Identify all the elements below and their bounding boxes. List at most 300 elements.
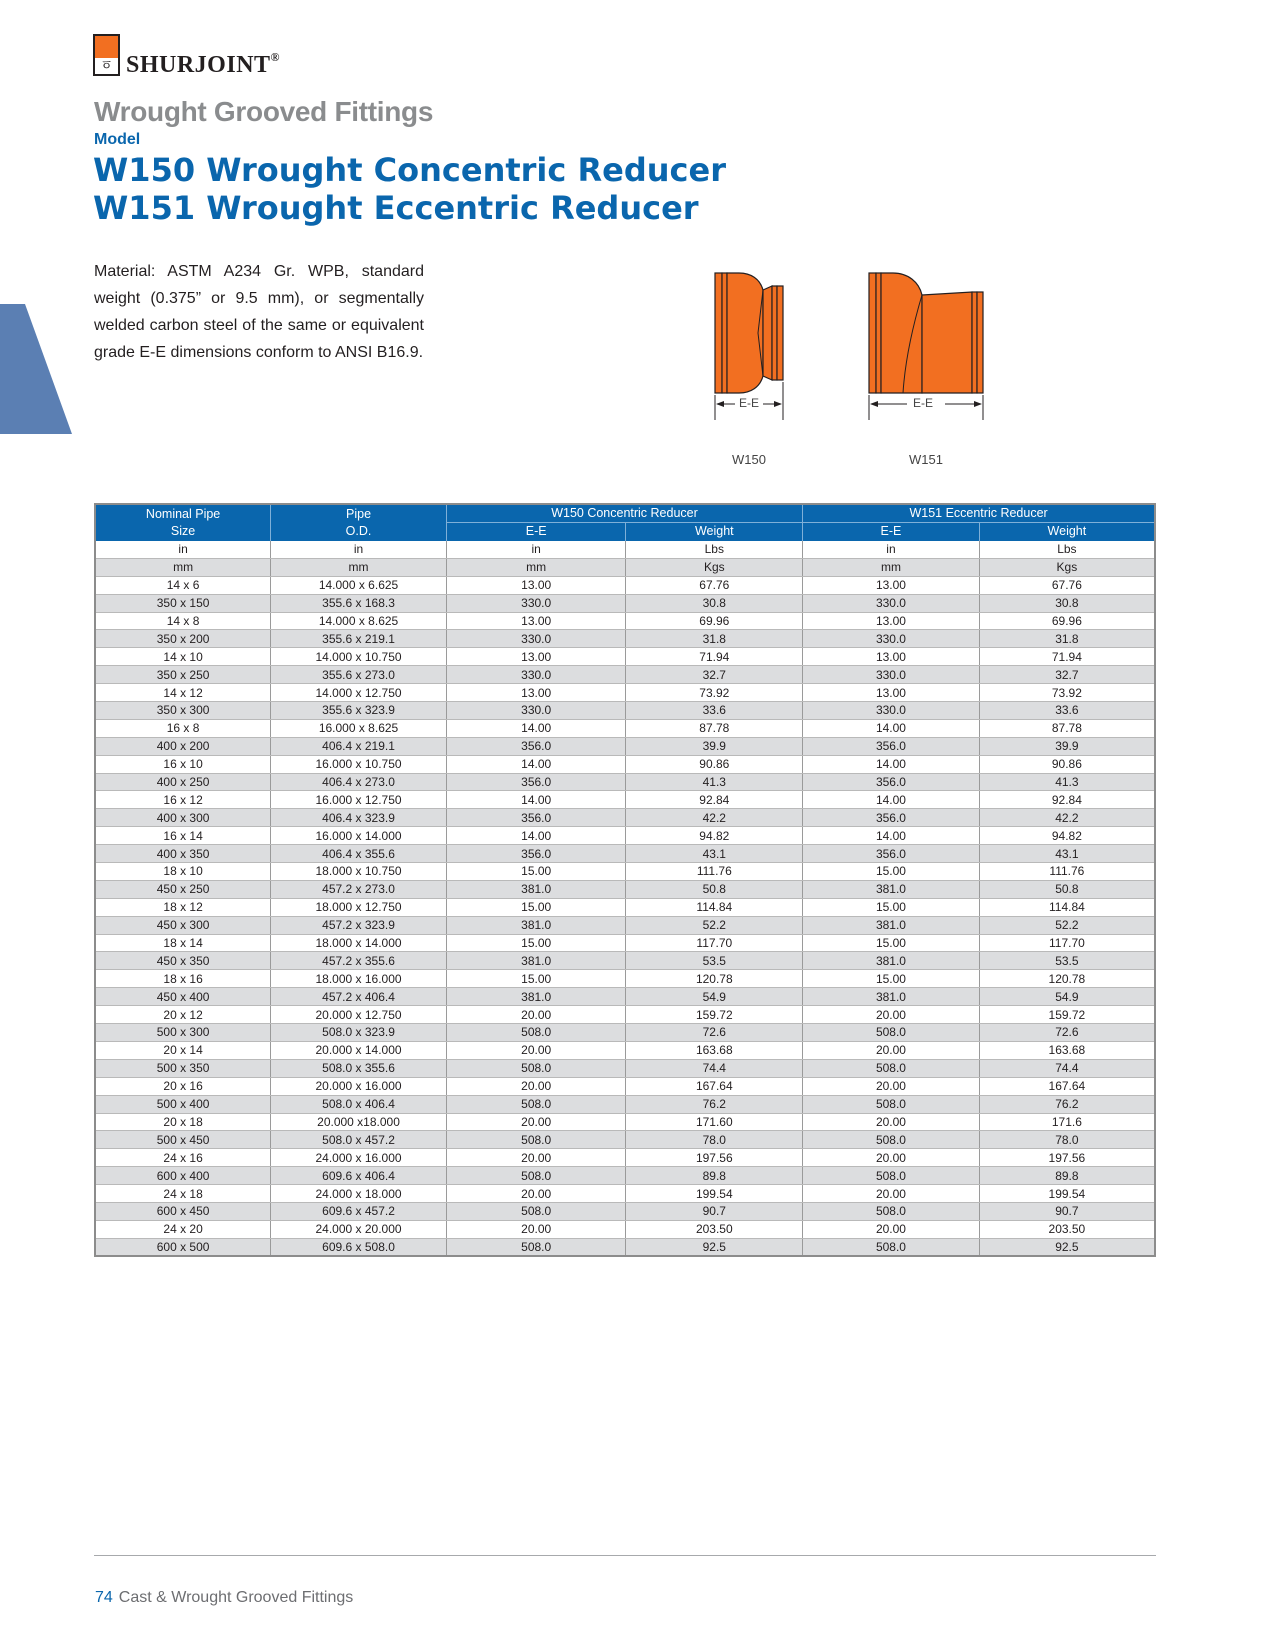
cell-w150-weight: 69.96: [626, 612, 803, 630]
cell-w150-weight: 54.9: [626, 988, 803, 1006]
cell-w150-weight: 53.5: [626, 952, 803, 970]
table-row: [95, 916, 1155, 934]
cell-pipe-od: 457.2 x 355.6: [271, 952, 447, 970]
cell-w151-ee: 13.00: [803, 576, 980, 594]
cell-w150-weight: 67.76: [626, 576, 803, 594]
cell-nominal-size: 450 x 300: [95, 916, 271, 934]
cell-w151-weight: 41.3: [979, 773, 1155, 791]
cell-pipe-od: 20.000 x 12.750: [271, 1006, 447, 1024]
cell-w150-ee: 15.00: [446, 863, 626, 881]
cell-w150-weight: 120.78: [626, 970, 803, 988]
cell-nominal-size: 500 x 400: [95, 1095, 271, 1113]
cell-w151-ee: mm: [803, 558, 980, 576]
cell-w150-ee: 20.00: [446, 1006, 626, 1024]
cell-w151-ee: 15.00: [803, 863, 980, 881]
cell-pipe-od: 508.0 x 323.9: [271, 1024, 447, 1042]
header-nominal-line1: Nominal Pipe: [145, 506, 221, 521]
cell-w151-ee: 15.00: [803, 970, 980, 988]
spec-table-body: [95, 541, 1155, 1257]
cell-w150-weight: 31.8: [626, 630, 803, 648]
cell-w150-ee: 20.00: [446, 1220, 626, 1238]
cell-pipe-od: 457.2 x 273.0: [271, 880, 447, 898]
cell-pipe-od: 18.000 x 12.750: [271, 898, 447, 916]
cell-pipe-od: 609.6 x 457.2: [271, 1202, 447, 1220]
table-row: [95, 1041, 1155, 1059]
cell-w151-weight: 89.8: [979, 1167, 1155, 1185]
logo-orange-square: [95, 36, 118, 58]
brand-name-text: SHURJOINT: [126, 52, 271, 78]
cell-pipe-od: 24.000 x 20.000: [271, 1220, 447, 1238]
cell-nominal-size: 20 x 16: [95, 1077, 271, 1095]
cell-w150-weight: 199.54: [626, 1185, 803, 1203]
cell-w150-ee: 15.00: [446, 898, 626, 916]
cell-w151-weight: 171.6: [979, 1113, 1155, 1131]
table-row: [95, 970, 1155, 988]
cell-w150-weight: 92.5: [626, 1238, 803, 1256]
table-row: [95, 630, 1155, 648]
material-description: Material: ASTM A234 Gr. WPB, standard weight (0.375” or 9.5 mm), or segmentally welded carbon steel of the same or equivalent grade E-E dimensions conform to ANSI B16.9.: [94, 263, 424, 361]
cell-nominal-size: 350 x 150: [95, 594, 271, 612]
footer-text: Cast & Wrought Grooved Fittings: [118, 1589, 354, 1606]
cell-w151-ee: 356.0: [803, 845, 980, 863]
cell-nominal-size: 24 x 16: [95, 1149, 271, 1167]
spec-table: [94, 503, 1156, 1257]
cell-w151-weight: 69.96: [979, 612, 1155, 630]
cell-nominal-size: 18 x 16: [95, 970, 271, 988]
cell-w151-ee: 330.0: [803, 630, 980, 648]
cell-w150-ee: 14.00: [446, 719, 626, 737]
header-nominal-size: [95, 504, 271, 541]
cell-w150-weight: 114.84: [626, 898, 803, 916]
cell-w151-ee: 508.0: [803, 1131, 980, 1149]
cell-w151-ee: 381.0: [803, 916, 980, 934]
cell-nominal-size: 500 x 450: [95, 1131, 271, 1149]
cell-w151-ee: 508.0: [803, 1202, 980, 1220]
header-w151-ee: E-E: [803, 523, 980, 541]
product-title-line-2: W151 Wrought Eccentric Reducer: [93, 189, 699, 227]
cell-w151-ee: 508.0: [803, 1059, 980, 1077]
page-number: 74: [95, 1589, 113, 1606]
cell-w151-weight: 50.8: [979, 880, 1155, 898]
cell-nominal-size: 18 x 14: [95, 934, 271, 952]
cell-pipe-od: in: [271, 541, 447, 559]
cell-nominal-size: 350 x 250: [95, 666, 271, 684]
cell-w151-ee: 508.0: [803, 1167, 980, 1185]
cell-w151-weight: 90.7: [979, 1202, 1155, 1220]
cell-pipe-od: 508.0 x 406.4: [271, 1095, 447, 1113]
header-w151-weight: Weight: [979, 523, 1155, 541]
cell-w151-weight: 117.70: [979, 934, 1155, 952]
cell-w151-ee: 508.0: [803, 1095, 980, 1113]
cell-w151-weight: 53.5: [979, 952, 1155, 970]
cell-w150-weight: 33.6: [626, 702, 803, 720]
cell-w151-weight: 92.84: [979, 791, 1155, 809]
cell-w151-ee: 15.00: [803, 934, 980, 952]
cell-nominal-size: 14 x 6: [95, 576, 271, 594]
cell-nominal-size: 500 x 350: [95, 1059, 271, 1077]
cell-w150-weight: 90.7: [626, 1202, 803, 1220]
header-od-line1: Pipe: [346, 506, 372, 521]
cell-pipe-od: 24.000 x 18.000: [271, 1185, 447, 1203]
cell-nominal-size: 16 x 10: [95, 755, 271, 773]
cell-w151-weight: 32.7: [979, 666, 1155, 684]
cell-pipe-od: 14.000 x 12.750: [271, 684, 447, 702]
cell-w150-weight: 72.6: [626, 1024, 803, 1042]
cell-pipe-od: 508.0 x 457.2: [271, 1131, 447, 1149]
cell-w151-ee: 20.00: [803, 1041, 980, 1059]
cell-w150-ee: 356.0: [446, 845, 626, 863]
table-row: [95, 1024, 1155, 1042]
cell-w151-ee: in: [803, 541, 980, 559]
table-row: [95, 576, 1155, 594]
table-row: [95, 988, 1155, 1006]
cell-w150-ee: 381.0: [446, 988, 626, 1006]
cell-w150-weight: 43.1: [626, 845, 803, 863]
header-od-line2: O.D.: [345, 523, 372, 538]
cell-w151-weight: 111.76: [979, 863, 1155, 881]
cell-w151-ee: 356.0: [803, 809, 980, 827]
header-w150-weight: Weight: [626, 523, 803, 541]
table-row: [95, 898, 1155, 916]
cell-w150-ee: 508.0: [446, 1024, 626, 1042]
cell-w150-ee: 14.00: [446, 791, 626, 809]
table-row: [95, 702, 1155, 720]
cell-pipe-od: 14.000 x 10.750: [271, 648, 447, 666]
cell-nominal-size: 14 x 12: [95, 684, 271, 702]
table-row: [95, 755, 1155, 773]
cell-nominal-size: 14 x 8: [95, 612, 271, 630]
cell-nominal-size: 350 x 200: [95, 630, 271, 648]
cell-w151-weight: 203.50: [979, 1220, 1155, 1238]
cell-nominal-size: 400 x 350: [95, 845, 271, 863]
cell-pipe-od: 20.000 x 14.000: [271, 1041, 447, 1059]
cell-w151-weight: 73.92: [979, 684, 1155, 702]
cell-w150-ee: 15.00: [446, 970, 626, 988]
cell-w150-ee: 20.00: [446, 1077, 626, 1095]
cell-w151-weight: 43.1: [979, 845, 1155, 863]
cell-nominal-size: 16 x 8: [95, 719, 271, 737]
cell-w150-weight: 41.3: [626, 773, 803, 791]
table-row: [95, 666, 1155, 684]
table-row: [95, 1131, 1155, 1149]
cell-w151-weight: 199.54: [979, 1185, 1155, 1203]
cell-w150-weight: 71.94: [626, 648, 803, 666]
w150-caption: W150: [732, 452, 766, 467]
table-row: [95, 648, 1155, 666]
cell-w151-ee: 20.00: [803, 1149, 980, 1167]
product-title-line-1: W150 Wrought Concentric Reducer: [93, 151, 726, 189]
table-row: [95, 1059, 1155, 1077]
cell-w150-ee: 330.0: [446, 594, 626, 612]
cell-w150-weight: 197.56: [626, 1149, 803, 1167]
table-row: [95, 612, 1155, 630]
cell-w150-ee: 15.00: [446, 934, 626, 952]
cell-w150-ee: 13.00: [446, 612, 626, 630]
cell-w151-weight: 39.9: [979, 737, 1155, 755]
cell-w151-ee: 20.00: [803, 1113, 980, 1131]
cell-w151-weight: 163.68: [979, 1041, 1155, 1059]
cell-w150-weight: Lbs: [626, 541, 803, 559]
w151-dim-label: E-E: [913, 396, 934, 410]
header-pipe-od: [271, 504, 447, 541]
cell-w150-ee: 381.0: [446, 952, 626, 970]
logo-mark-icon: [93, 34, 120, 76]
cell-w151-ee: 13.00: [803, 612, 980, 630]
cell-w151-ee: 14.00: [803, 827, 980, 845]
cell-nominal-size: 450 x 400: [95, 988, 271, 1006]
cell-w150-weight: Kgs: [626, 558, 803, 576]
cell-w150-weight: 163.68: [626, 1041, 803, 1059]
cell-nominal-size: 16 x 12: [95, 791, 271, 809]
table-row: [95, 1077, 1155, 1095]
cell-w151-weight: Kgs: [979, 558, 1155, 576]
cell-w150-weight: 74.4: [626, 1059, 803, 1077]
cell-w151-weight: 92.5: [979, 1238, 1155, 1256]
cell-w151-weight: 67.76: [979, 576, 1155, 594]
table-row: [95, 1238, 1155, 1256]
cell-w151-weight: 114.84: [979, 898, 1155, 916]
table-row: [95, 791, 1155, 809]
cell-w151-ee: 356.0: [803, 737, 980, 755]
cell-w150-weight: 32.7: [626, 666, 803, 684]
cell-w151-ee: 20.00: [803, 1185, 980, 1203]
cell-nominal-size: 500 x 300: [95, 1024, 271, 1042]
cell-w150-ee: 508.0: [446, 1202, 626, 1220]
cell-pipe-od: 355.6 x 323.9: [271, 702, 447, 720]
header-w150-group: W150 Concentric Reducer: [446, 504, 802, 523]
cell-w151-weight: 87.78: [979, 719, 1155, 737]
cell-w150-ee: 508.0: [446, 1059, 626, 1077]
cell-nominal-size: 14 x 10: [95, 648, 271, 666]
cell-nominal-size: 400 x 200: [95, 737, 271, 755]
cell-w150-weight: 87.78: [626, 719, 803, 737]
cell-w151-weight: 159.72: [979, 1006, 1155, 1024]
footer-rule: [94, 1555, 1156, 1556]
cell-nominal-size: 20 x 12: [95, 1006, 271, 1024]
cell-w150-weight: 89.8: [626, 1167, 803, 1185]
table-row: [95, 952, 1155, 970]
table-row: [95, 880, 1155, 898]
cell-w150-ee: 508.0: [446, 1131, 626, 1149]
cell-pipe-od: 355.6 x 168.3: [271, 594, 447, 612]
cell-w151-weight: 31.8: [979, 630, 1155, 648]
cell-w150-ee: 20.00: [446, 1185, 626, 1203]
cell-w151-weight: 72.6: [979, 1024, 1155, 1042]
side-tab-decoration: [0, 304, 72, 434]
header-nominal-line2: Size: [170, 523, 196, 538]
cell-w151-weight: 33.6: [979, 702, 1155, 720]
cell-w151-weight: 76.2: [979, 1095, 1155, 1113]
cell-w151-weight: 197.56: [979, 1149, 1155, 1167]
cell-w151-ee: 20.00: [803, 1077, 980, 1095]
cell-w151-weight: 120.78: [979, 970, 1155, 988]
cell-nominal-size: 18 x 12: [95, 898, 271, 916]
table-row: [95, 863, 1155, 881]
section-title: Wrought Grooved Fittings: [94, 96, 434, 127]
cell-w150-weight: 167.64: [626, 1077, 803, 1095]
registered-mark: ®: [270, 50, 280, 64]
cell-nominal-size: 400 x 300: [95, 809, 271, 827]
model-label: Model: [94, 131, 141, 148]
w151-caption: W151: [909, 452, 943, 467]
cell-w151-weight: 78.0: [979, 1131, 1155, 1149]
cell-w150-ee: 14.00: [446, 827, 626, 845]
cell-w150-weight: 76.2: [626, 1095, 803, 1113]
cell-pipe-od: 18.000 x 16.000: [271, 970, 447, 988]
shurjoint-logo: [93, 34, 393, 78]
cell-pipe-od: 457.2 x 323.9: [271, 916, 447, 934]
cell-w150-weight: 30.8: [626, 594, 803, 612]
table-row: [95, 719, 1155, 737]
cell-nominal-size: 18 x 10: [95, 863, 271, 881]
cell-w151-ee: 330.0: [803, 702, 980, 720]
cell-w151-weight: 71.94: [979, 648, 1155, 666]
cell-w150-weight: 171.60: [626, 1113, 803, 1131]
cell-w151-weight: 54.9: [979, 988, 1155, 1006]
cell-nominal-size: in: [95, 541, 271, 559]
cell-w150-ee: 508.0: [446, 1167, 626, 1185]
cell-pipe-od: 609.6 x 406.4: [271, 1167, 447, 1185]
cell-pipe-od: 16.000 x 10.750: [271, 755, 447, 773]
cell-w150-ee: 20.00: [446, 1113, 626, 1131]
cell-w150-ee: 381.0: [446, 916, 626, 934]
cell-w150-weight: 92.84: [626, 791, 803, 809]
cell-nominal-size: 16 x 14: [95, 827, 271, 845]
cell-w151-ee: 13.00: [803, 648, 980, 666]
cell-w150-ee: 13.00: [446, 684, 626, 702]
cell-nominal-size: 600 x 450: [95, 1202, 271, 1220]
cell-nominal-size: 600 x 500: [95, 1238, 271, 1256]
cell-w150-weight: 39.9: [626, 737, 803, 755]
table-row: [95, 827, 1155, 845]
table-row: [95, 737, 1155, 755]
cell-nominal-size: 350 x 300: [95, 702, 271, 720]
table-row: [95, 1220, 1155, 1238]
table-row: [95, 1185, 1155, 1203]
cell-pipe-od: 406.4 x 273.0: [271, 773, 447, 791]
cell-w150-ee: 330.0: [446, 630, 626, 648]
cell-pipe-od: 18.000 x 10.750: [271, 863, 447, 881]
cell-pipe-od: 609.6 x 508.0: [271, 1238, 447, 1256]
cell-pipe-od: mm: [271, 558, 447, 576]
cell-w150-weight: 117.70: [626, 934, 803, 952]
cell-nominal-size: 600 x 400: [95, 1167, 271, 1185]
header-w151-group: W151 Eccentric Reducer: [803, 504, 1155, 523]
cell-pipe-od: 406.4 x 219.1: [271, 737, 447, 755]
table-row: [95, 594, 1155, 612]
table-row: [95, 809, 1155, 827]
cell-w150-ee: 508.0: [446, 1238, 626, 1256]
cell-w150-weight: 111.76: [626, 863, 803, 881]
cell-w151-ee: 381.0: [803, 880, 980, 898]
table-row: [95, 773, 1155, 791]
cell-w150-ee: mm: [446, 558, 626, 576]
table-row: [95, 845, 1155, 863]
table-row: [95, 1095, 1155, 1113]
cell-pipe-od: 355.6 x 219.1: [271, 630, 447, 648]
cell-w151-ee: 356.0: [803, 773, 980, 791]
cell-pipe-od: 16.000 x 12.750: [271, 791, 447, 809]
cell-pipe-od: 16.000 x 14.000: [271, 827, 447, 845]
header-w150-ee: E-E: [446, 523, 626, 541]
cell-w151-weight: 30.8: [979, 594, 1155, 612]
cell-w151-ee: 13.00: [803, 684, 980, 702]
cell-pipe-od: 24.000 x 16.000: [271, 1149, 447, 1167]
cell-w151-ee: 381.0: [803, 988, 980, 1006]
cell-w151-ee: 508.0: [803, 1238, 980, 1256]
cell-w151-weight: 74.4: [979, 1059, 1155, 1077]
cell-w150-ee: in: [446, 541, 626, 559]
cell-w150-ee: 20.00: [446, 1041, 626, 1059]
w150-dim-label: E-E: [739, 396, 760, 410]
brand-name: [126, 52, 280, 79]
cell-nominal-size: mm: [95, 558, 271, 576]
cell-w151-ee: 508.0: [803, 1024, 980, 1042]
cell-w151-weight: Lbs: [979, 541, 1155, 559]
cell-pipe-od: 16.000 x 8.625: [271, 719, 447, 737]
cell-w151-ee: 330.0: [803, 594, 980, 612]
cell-w151-weight: 42.2: [979, 809, 1155, 827]
cell-w150-ee: 356.0: [446, 737, 626, 755]
table-row: [95, 1113, 1155, 1131]
cell-w151-ee: 14.00: [803, 755, 980, 773]
cell-pipe-od: 20.000 x18.000: [271, 1113, 447, 1131]
cell-pipe-od: 14.000 x 8.625: [271, 612, 447, 630]
cell-w151-weight: 94.82: [979, 827, 1155, 845]
table-row: [95, 1202, 1155, 1220]
cell-nominal-size: 24 x 20: [95, 1220, 271, 1238]
cell-w150-ee: 13.00: [446, 648, 626, 666]
cell-w151-ee: 14.00: [803, 719, 980, 737]
cell-w151-ee: 15.00: [803, 898, 980, 916]
cell-w151-ee: 14.00: [803, 791, 980, 809]
cell-pipe-od: 406.4 x 355.6: [271, 845, 447, 863]
cell-w150-weight: 52.2: [626, 916, 803, 934]
cell-w151-weight: 167.64: [979, 1077, 1155, 1095]
table-row: [95, 1006, 1155, 1024]
cell-pipe-od: 18.000 x 14.000: [271, 934, 447, 952]
cell-w151-weight: 52.2: [979, 916, 1155, 934]
table-row: [95, 1149, 1155, 1167]
cell-w150-ee: 381.0: [446, 880, 626, 898]
cell-pipe-od: 508.0 x 355.6: [271, 1059, 447, 1077]
units-row: [95, 558, 1155, 576]
cell-w150-ee: 356.0: [446, 773, 626, 791]
cell-w150-ee: 20.00: [446, 1149, 626, 1167]
cell-w150-ee: 508.0: [446, 1095, 626, 1113]
cell-w150-ee: 14.00: [446, 755, 626, 773]
cell-pipe-od: 406.4 x 323.9: [271, 809, 447, 827]
cell-w151-ee: 381.0: [803, 952, 980, 970]
table-row: [95, 1167, 1155, 1185]
cell-w150-weight: 42.2: [626, 809, 803, 827]
cell-nominal-size: 450 x 250: [95, 880, 271, 898]
cell-w151-ee: 20.00: [803, 1220, 980, 1238]
cell-nominal-size: 450 x 350: [95, 952, 271, 970]
cell-pipe-od: 457.2 x 406.4: [271, 988, 447, 1006]
cell-nominal-size: 20 x 14: [95, 1041, 271, 1059]
cell-w151-ee: 330.0: [803, 666, 980, 684]
cell-pipe-od: 14.000 x 6.625: [271, 576, 447, 594]
page-footer: [95, 1589, 353, 1607]
cell-w150-weight: 159.72: [626, 1006, 803, 1024]
cell-w150-weight: 203.50: [626, 1220, 803, 1238]
cell-nominal-size: 20 x 18: [95, 1113, 271, 1131]
cell-pipe-od: 20.000 x 16.000: [271, 1077, 447, 1095]
cell-pipe-od: 355.6 x 273.0: [271, 666, 447, 684]
cell-w150-ee: 356.0: [446, 809, 626, 827]
cell-w150-weight: 94.82: [626, 827, 803, 845]
